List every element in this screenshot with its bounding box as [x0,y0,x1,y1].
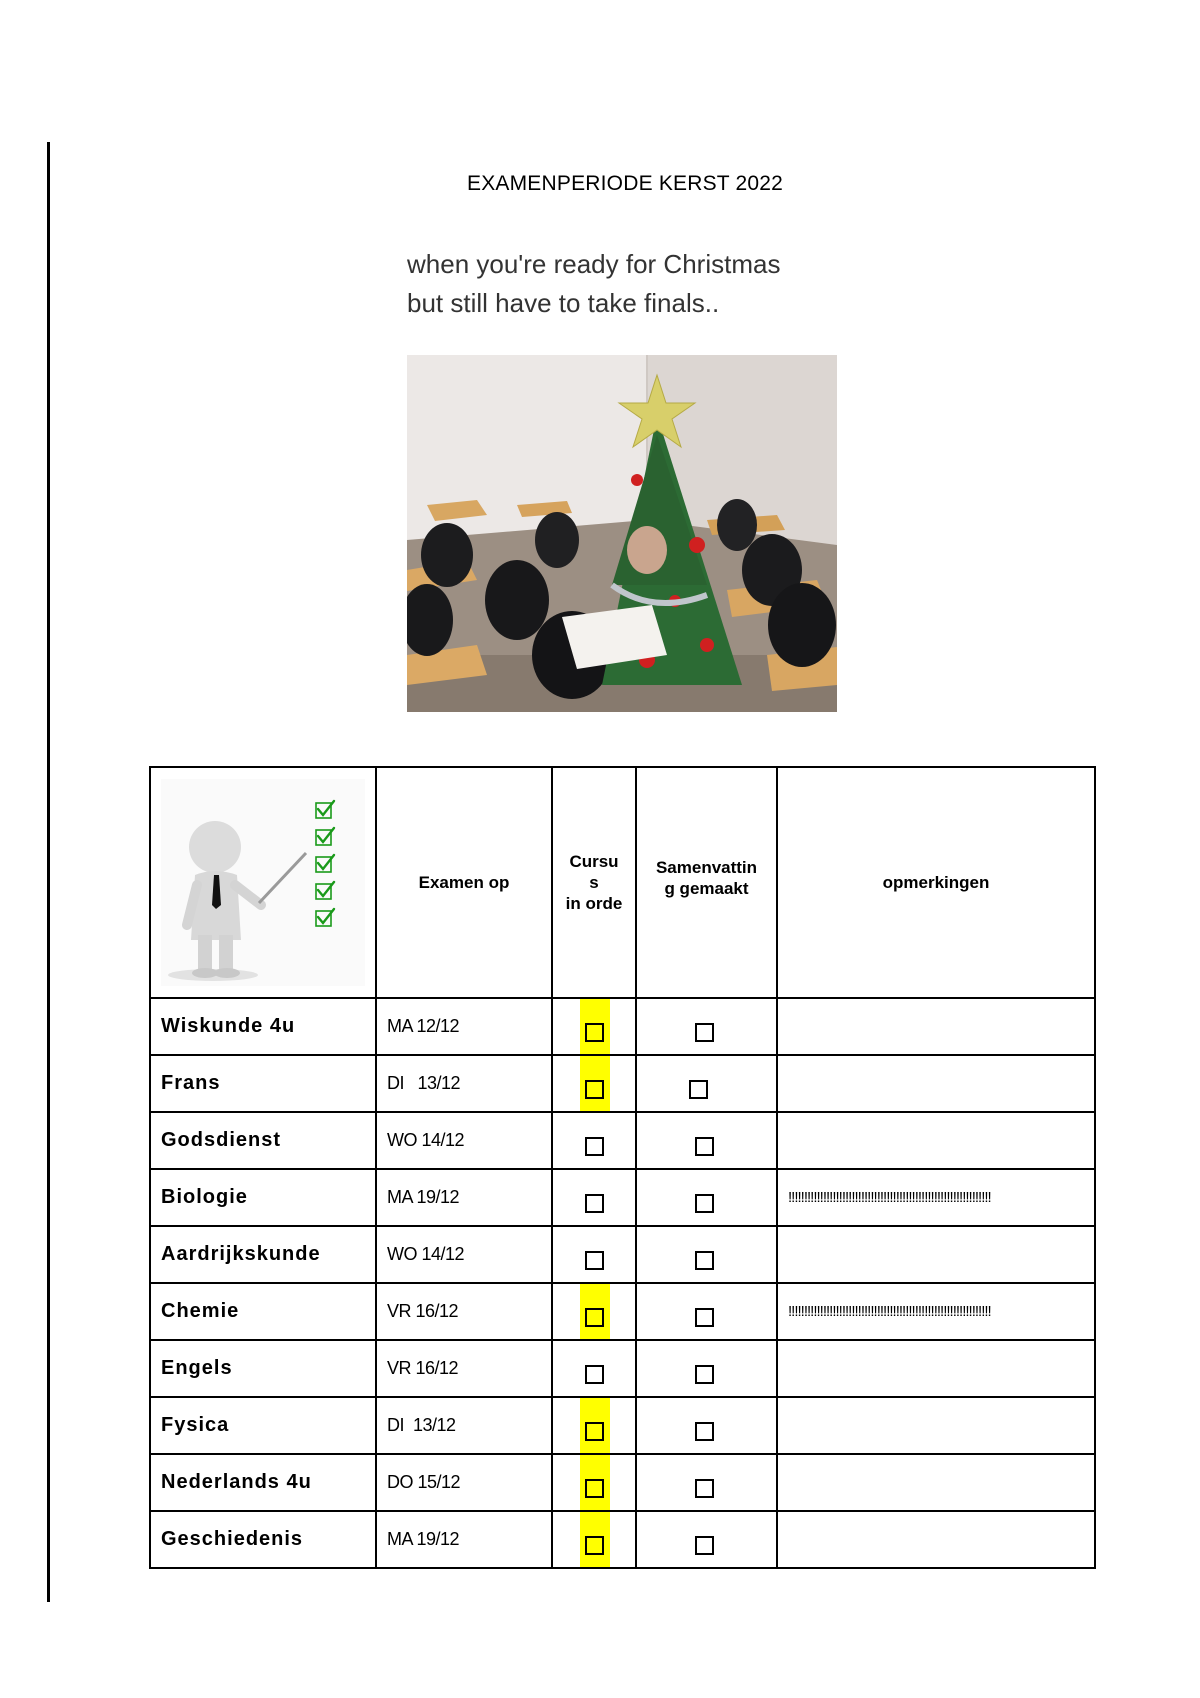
summary-made-cell [636,1169,777,1226]
remark-cell: !!!!!!!!!!!!!!!!!!!!!!!!!!!!!!!!!!!!!!!!!!!!!!!!!!!!!!!!!!!!!!!! [777,1169,1095,1226]
subject-cell: Aardrijkskunde [150,1226,376,1283]
page-margin-line [47,142,50,1602]
course-in-order-cell [552,1169,636,1226]
exam-date-cell: DI 13/12 [376,1397,552,1454]
summary-made-cell [636,1112,777,1169]
table-row [150,998,1095,1055]
subject-cell: Engels [150,1340,376,1397]
summary-made-checkbox[interactable] [695,1023,714,1042]
header-remarks-label: opmerkingen [882,873,990,892]
course-in-order-checkbox[interactable] [585,1479,604,1498]
course-in-order-checkbox[interactable] [585,1023,604,1042]
summary-made-cell [636,1226,777,1283]
meme-caption-block [407,245,842,323]
summary-made-cell [636,1397,777,1454]
subject-cell: Wiskunde 4u [150,998,376,1055]
course-in-order-cell [552,1226,636,1283]
course-in-order-cell [552,1511,636,1568]
summary-made-cell [636,1283,777,1340]
course-in-order-checkbox[interactable] [585,1080,604,1099]
exam-date-cell: MA 19/12 [376,1511,552,1568]
table-row [150,1226,1095,1283]
summary-made-cell [636,1454,777,1511]
presenter-with-checklist-icon [151,775,373,990]
summary-made-cell [636,1511,777,1568]
summary-made-cell [636,998,777,1055]
table-row [150,1112,1095,1169]
remark-cell [777,1112,1095,1169]
subject-cell: Fysica [150,1397,376,1454]
table-row [150,1397,1095,1454]
remark-cell [777,1226,1095,1283]
course-in-order-checkbox[interactable] [585,1422,604,1441]
course-in-order-cell [552,998,636,1055]
header-course-in-order [552,767,636,998]
subject-cell: Frans [150,1055,376,1112]
header-course-line-1: Cursu [569,852,619,871]
table-header-row [150,767,1095,998]
subject-cell: Chemie [150,1283,376,1340]
course-in-order-cell [552,1454,636,1511]
exam-date-cell: VR 16/12 [376,1283,552,1340]
summary-made-checkbox[interactable] [695,1536,714,1555]
document-title: EXAMENPERIODE KERST 2022 [466,172,784,195]
course-in-order-checkbox[interactable] [585,1194,604,1213]
exam-date-cell: VR 16/12 [376,1340,552,1397]
summary-made-checkbox[interactable] [689,1080,708,1099]
remark-cell [777,1340,1095,1397]
exam-date-cell: MA 19/12 [376,1169,552,1226]
table-row [150,1283,1095,1340]
remark-cell [777,1055,1095,1112]
course-in-order-cell [552,1397,636,1454]
course-in-order-checkbox[interactable] [585,1308,604,1327]
subject-cell: Biologie [150,1169,376,1226]
exam-date-cell: MA 12/12 [376,998,552,1055]
subject-cell: Godsdienst [150,1112,376,1169]
table-row [150,1511,1095,1568]
summary-made-cell [636,1340,777,1397]
header-summary-line-1: Samenvattin [655,857,758,877]
summary-made-checkbox[interactable] [695,1194,714,1213]
header-illustration-cell [150,767,376,998]
header-course-line-3: in orde [565,894,623,913]
table-row [150,1169,1095,1226]
header-summary-made [636,767,777,998]
course-in-order-checkbox[interactable] [585,1536,604,1555]
summary-made-checkbox[interactable] [695,1479,714,1498]
remark-cell: !!!!!!!!!!!!!!!!!!!!!!!!!!!!!!!!!!!!!!!!!!!!!!!!!!!!!!!!!!!!!!!! [777,1283,1095,1340]
course-in-order-cell [552,1055,636,1112]
remark-cell [777,1397,1095,1454]
summary-made-checkbox[interactable] [695,1308,714,1327]
subject-cell: Nederlands 4u [150,1454,376,1511]
exam-date-cell: DO 15/12 [376,1454,552,1511]
course-in-order-checkbox[interactable] [585,1137,604,1156]
christmas-tree-student-photo [407,355,837,712]
header-exam-date [376,767,552,998]
exam-checklist-table [149,766,1096,1569]
exam-date-cell: DI 13/12 [376,1055,552,1112]
summary-made-cell [636,1055,777,1112]
subject-cell: Geschiedenis [150,1511,376,1568]
meme-photo [407,355,837,712]
course-in-order-checkbox[interactable] [585,1365,604,1384]
course-in-order-cell [552,1340,636,1397]
table-row [150,1055,1095,1112]
exam-date-cell: WO 14/12 [376,1112,552,1169]
remark-cell [777,998,1095,1055]
exam-date-cell: WO 14/12 [376,1226,552,1283]
summary-made-checkbox[interactable] [695,1251,714,1270]
table-row [150,1340,1095,1397]
summary-made-checkbox[interactable] [695,1365,714,1384]
meme-caption-line-2: but still have to take finals.. [407,288,720,318]
header-remarks [777,767,1095,998]
header-course-line-2: s [589,873,599,892]
course-in-order-cell [552,1112,636,1169]
summary-made-checkbox[interactable] [695,1137,714,1156]
remark-cell [777,1511,1095,1568]
remark-cell [777,1454,1095,1511]
course-in-order-checkbox[interactable] [585,1251,604,1270]
course-in-order-cell [552,1283,636,1340]
table-row [150,1454,1095,1511]
header-summary-line-2: g gemaakt [664,878,749,898]
meme-caption-line-1: when you're ready for Christmas [407,249,781,279]
header-exam-date-label: Examen op [418,873,510,892]
summary-made-checkbox[interactable] [695,1422,714,1441]
